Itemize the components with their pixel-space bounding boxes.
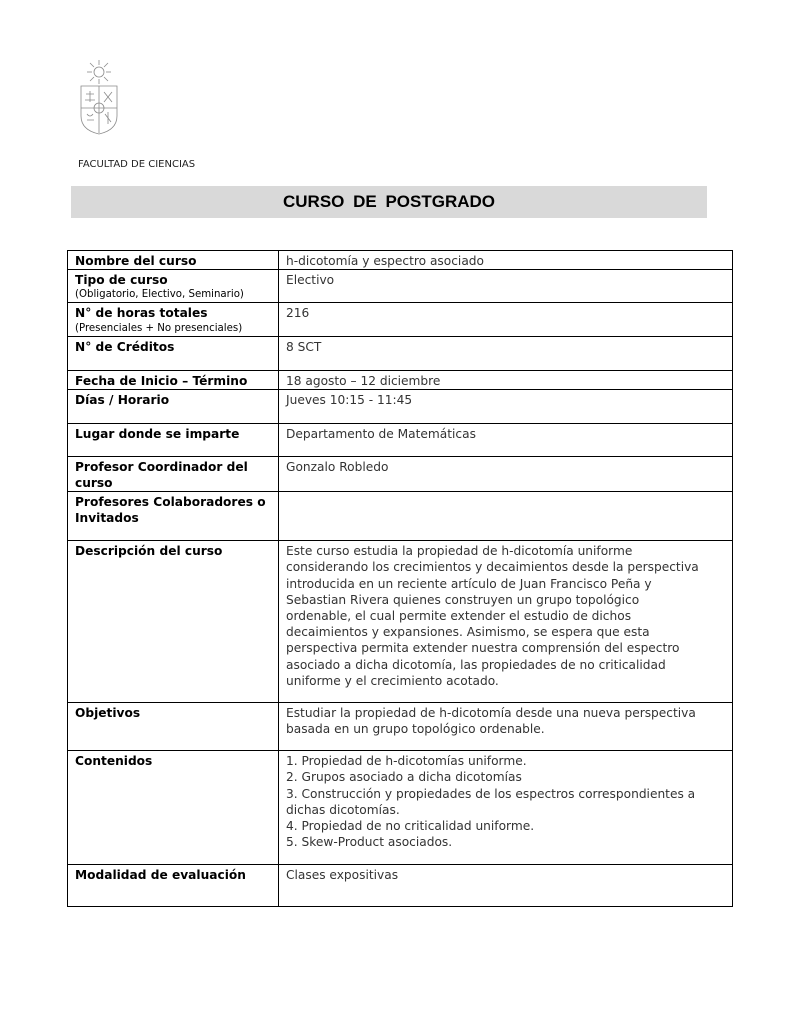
label-evaluacion: Modalidad de evaluación <box>68 865 279 907</box>
value-evaluacion: Clases expositivas <box>279 865 733 907</box>
descripcion-line: perspectiva permita extender nuestra comprensión del espectro <box>286 641 680 656</box>
value-tipo: Electivo <box>279 270 733 303</box>
course-info-table <box>67 250 733 907</box>
row-coordinador <box>68 456 733 491</box>
label-colaboradores: Profesores Colaboradores o Invitados <box>68 492 279 541</box>
label-objetivos: Objetivos <box>68 703 279 751</box>
row-colaboradores <box>68 492 733 541</box>
value-descripcion <box>279 541 733 703</box>
row-lugar <box>68 423 733 456</box>
row-evaluacion <box>68 865 733 907</box>
value-nombre: h-dicotomía y espectro asociado <box>279 251 733 270</box>
value-lugar: Departamento de Matemáticas <box>279 423 733 456</box>
page-title: CURSO DE POSTGRADO <box>282 192 496 211</box>
row-horario <box>68 389 733 423</box>
university-crest-icon <box>78 56 120 136</box>
contenidos-line: dichas dicotomías. <box>286 802 400 817</box>
label-lugar: Lugar donde se imparte <box>68 423 279 456</box>
row-contenidos <box>68 751 733 865</box>
contenidos-line: 3. Construcción y propiedades de los espectros correspondientes a <box>286 786 696 801</box>
label-contenidos: Contenidos <box>68 751 279 865</box>
value-contenidos <box>279 751 733 865</box>
value-coordinador: Gonzalo Robledo <box>279 456 733 491</box>
label-fecha: Fecha de Inicio – Término <box>68 370 279 389</box>
label-nombre: Nombre del curso <box>68 251 279 270</box>
descripcion-line: decaimientos y expansiones. Asimismo, se espera que esta <box>286 625 650 640</box>
value-objetivos <box>279 703 733 751</box>
row-objetivos <box>68 703 733 751</box>
descripcion-line: asociado a dicha dicotomía, las propiedades de no criticalidad <box>286 657 666 672</box>
descripcion-line: considerando los crecimientos y decaimientos desde la perspectiva <box>286 560 699 575</box>
title-banner <box>71 186 707 218</box>
label-tipo: Tipo de curso (Obligatorio, Electivo, Seminario) <box>68 270 279 303</box>
label-coordinador: Profesor Coordinador del curso <box>68 456 279 491</box>
value-horas: 216 <box>279 303 733 336</box>
note-horas: (Presenciales + No presenciales) <box>75 322 243 334</box>
value-creditos: 8 SCT <box>279 336 733 370</box>
descripcion-line: introducida en un reciente artículo de Juan Francisco Peña y <box>286 576 652 591</box>
row-tipo <box>68 270 733 303</box>
row-horas <box>68 303 733 336</box>
note-tipo: (Obligatorio, Electivo, Seminario) <box>75 289 244 301</box>
row-descripcion <box>68 541 733 703</box>
contenidos-line: 1. Propiedad de h-dicotomías uniforme. <box>286 754 527 769</box>
value-horario: Jueves 10:15 - 11:45 <box>279 389 733 423</box>
faculty-name: FACULTAD DE CIENCIAS <box>78 159 196 170</box>
row-creditos <box>68 336 733 370</box>
label-descripcion: Descripción del curso <box>68 541 279 703</box>
objetivos-line: basada en un grupo topológico ordenable. <box>286 722 545 737</box>
value-colaboradores <box>279 492 733 541</box>
objetivos-line: Estudiar la propiedad de h-dicotomía desde una nueva perspectiva <box>286 706 696 721</box>
value-fecha: 18 agosto – 12 diciembre <box>279 370 733 389</box>
contenidos-line: 2. Grupos asociado a dicha dicotomías <box>286 770 522 785</box>
contenidos-line: 5. Skew-Product asociados. <box>286 835 453 850</box>
row-nombre <box>68 251 733 270</box>
descripcion-line: Este curso estudia la propiedad de h-dicotomía uniforme <box>286 544 633 559</box>
label-horas: N° de horas totales (Presenciales + No presenciales) <box>68 303 279 336</box>
label-horario: Días / Horario <box>68 389 279 423</box>
label-creditos: N° de Créditos <box>68 336 279 370</box>
descripcion-line: ordenable, el cual permite extender el estudio de dichos <box>286 609 632 624</box>
row-fecha <box>68 370 733 389</box>
descripcion-line: uniforme y el crecimiento acotado. <box>286 673 499 688</box>
descripcion-line: Sebastian Rivera quienes construyen un grupo topológico <box>286 592 640 607</box>
contenidos-line: 4. Propiedad de no criticalidad uniforme. <box>286 819 535 834</box>
